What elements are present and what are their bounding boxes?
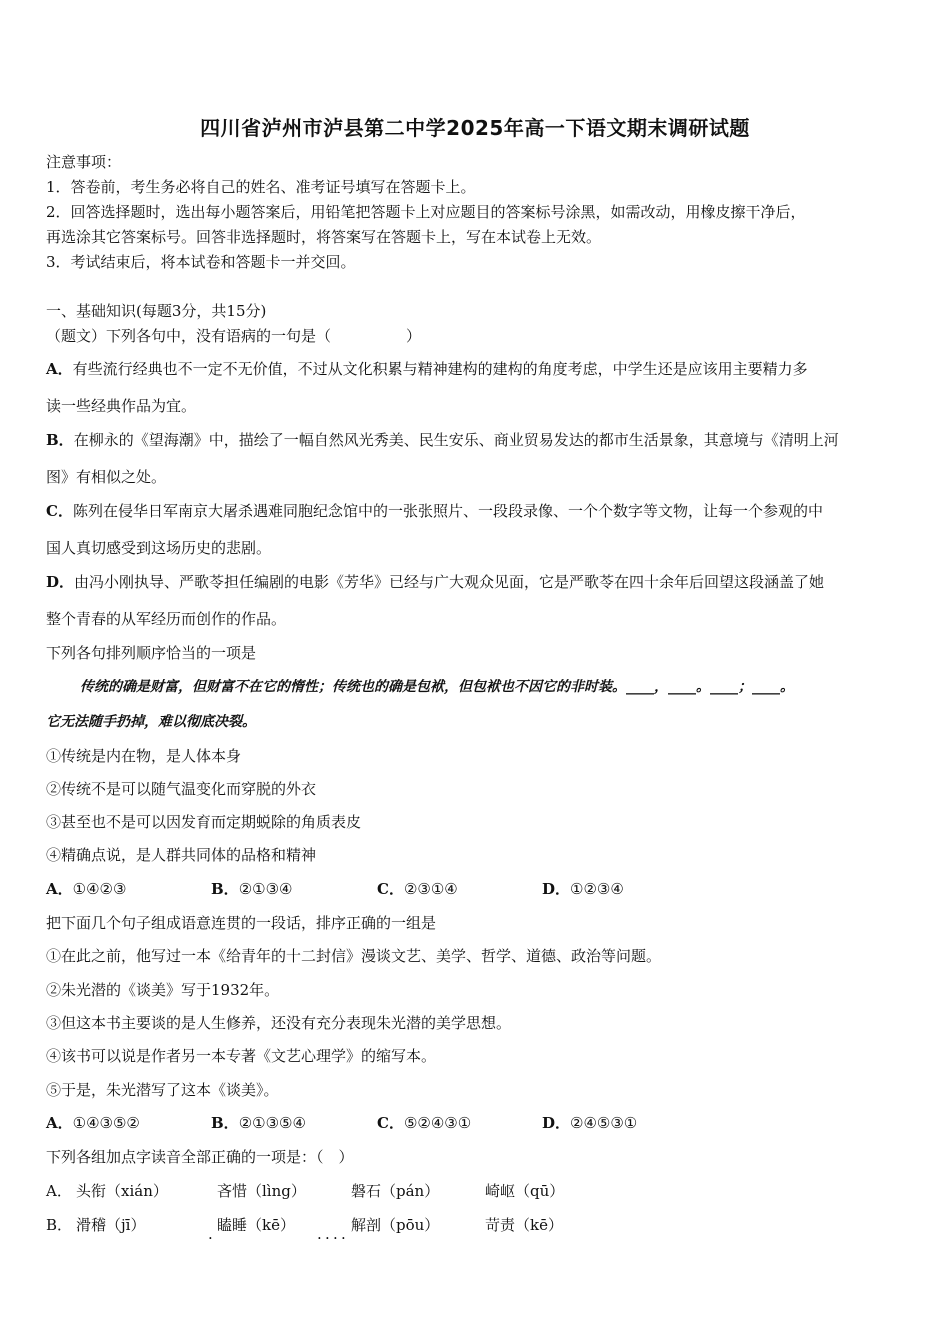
q2-passage-cont: 它无法随手扔掉，难以彻底决裂。 [46,714,256,730]
option-label: B． [211,1114,239,1132]
q1-stem: （题文）下列各句中，没有语病的一句是（ ） [46,327,422,345]
q3-option-d [542,1113,637,1133]
option-text: 有些流行经典也不一定不无价值，不过从文化积累与精神建构的建构的角度考虑，中学生还是应该用主要精力多 [72,360,808,378]
emphasis-dot: . [208,1225,213,1243]
q3-item-1: ①在此之前，他写过一本《给青年的十二封信》漫谈文艺、美学、哲学、道德、政治等问题。 [46,947,662,965]
q2-stem: 下列各句排列顺序恰当的一项是 [46,644,257,662]
q2-option-b [211,879,292,899]
notice-heading: 注意事项： [46,153,122,171]
exam-title: 四川省泸州市泸县第二中学2025年高一下语文期末调研试题 [200,116,750,140]
notice-item-2: 2．回答选择题时，选出每小题答案后，用铅笔把答题卡上对应题目的答案标号涂黑，如需改动，用橡皮擦干净后， [46,203,806,221]
option-label: D． [46,573,75,591]
q1-option-a-cont: 读一些经典作品为宜。 [46,397,197,415]
q4-row-b-label: B． [46,1216,73,1234]
q3-item-2: ②朱光潜的《谈美》写于1932年。 [46,981,280,999]
q1-option-d-cont: 整个青春的从军经历而创作的作品。 [46,610,287,628]
q4-row-a-word-3: 磐石（pán） [351,1182,440,1200]
option-text: ⑤②④③① [403,1114,472,1132]
notice-item-1: 1．答卷前，考生务必将自己的姓名、准考证号填写在答题卡上。 [46,178,476,196]
option-text: ②①③⑤④ [238,1114,306,1132]
option-text: ②③①④ [403,880,458,898]
option-text: 在柳永的《望海潮》中，描绘了一幅自然风光秀美、民生安乐、商业贸易发达的都市生活景象，其意境与《清明上河 [73,431,839,449]
q1-option-b [46,430,839,450]
q4-row-a-word-2: 吝惜（lìng） [217,1182,306,1200]
emphasis-dot: . [317,1225,322,1243]
q3-option-a [46,1113,140,1133]
q2-option-c [377,879,458,899]
q4-row-a-word-4: 崎岖（qū） [485,1182,565,1200]
notice-item-2-cont: 再选涂其它答案标号。回答非选择题时，将答案写在答题卡上，写在本试卷上无效。 [46,228,602,246]
option-text: ①④②③ [72,880,127,898]
q3-option-b [211,1113,306,1133]
q1-option-b-cont: 图》有相似之处。 [46,468,167,486]
q1-option-c [46,501,823,521]
option-label: B． [46,431,74,449]
option-label: B． [211,880,239,898]
q3-option-c [377,1113,471,1133]
q2-option-a [46,879,126,899]
q3-item-5: ⑤于是，朱光潜写了这本《谈美》。 [46,1081,279,1099]
option-label: D． [542,1114,571,1132]
q4-row-b-word-2: 瞌睡（kē） [217,1216,295,1234]
option-label: A． [46,1114,73,1132]
q1-option-d [46,572,824,592]
option-text: ①②③④ [570,880,624,898]
q4-row-b-word-3: 解剖（pōu） [351,1216,440,1234]
q4-row-b-word-1: 滑稽（jī） [76,1216,146,1234]
emphasis-dot: . [333,1225,338,1243]
option-label: C． [377,1114,404,1132]
emphasis-dot: . [325,1225,330,1243]
option-text: ②①③④ [238,880,293,898]
option-label: C． [46,502,73,520]
q1-option-a [46,359,808,379]
q3-item-4: ④该书可以说是作者另一本专著《文艺心理学》的缩写本。 [46,1047,437,1065]
q2-item-2: ②传统不是可以随气温变化而穿脱的外衣 [46,780,317,798]
q2-item-4: ④精确点说，是人群共同体的品格和精神 [46,846,317,864]
option-text: ①④③⑤② [72,1114,140,1132]
option-label: A． [46,360,73,378]
q3-stem: 把下面几个句子组成语意连贯的一段话，排序正确的一组是 [46,914,437,932]
emphasis-dot: . [341,1225,346,1243]
option-label: C． [377,880,404,898]
q3-item-3: ③但这本书主要谈的是人生修养，还没有充分表现朱光潜的美学思想。 [46,1014,512,1032]
q2-option-d [542,879,624,899]
option-label: D． [542,880,571,898]
section-heading: 一、基础知识(每题3分，共15分) [46,302,267,320]
option-text: ②④⑤③① [570,1114,638,1132]
q2-passage: 传统的确是财富，但财富不在它的惰性；传统也的确是包袱，但包袱也不因它的非时装。____，____。____；____。 [80,679,794,695]
option-text: 陈列在侵华日军南京大屠杀遇难同胞纪念馆中的一张张照片、一段段录像、一个个数字等文物，让每一个参观的中 [72,502,823,520]
q4-row-a-label: A． [46,1182,72,1200]
q2-item-3: ③甚至也不是可以因发育而定期蜕除的角质表皮 [46,813,362,831]
q4-row-b-word-4: 苛责（kē） [485,1216,563,1234]
notice-item-3: 3．考试结束后，将本试卷和答题卡一并交回。 [46,253,356,271]
q4-row-a-word-1: 头衔（xián） [76,1182,168,1200]
option-text: 由冯小刚执导、严歌苓担任编剧的电影《芳华》已经与广大观众见面，它是严歌苓在四十余年后回望这段涵盖了她 [74,573,825,591]
q2-item-1: ①传统是内在物，是人体本身 [46,747,242,765]
option-label: A． [46,880,73,898]
q1-option-c-cont: 国人真切感受到这场历史的悲剧。 [46,539,272,557]
q4-stem: 下列各组加点字读音全部正确的一项是：（ ） [46,1148,354,1166]
